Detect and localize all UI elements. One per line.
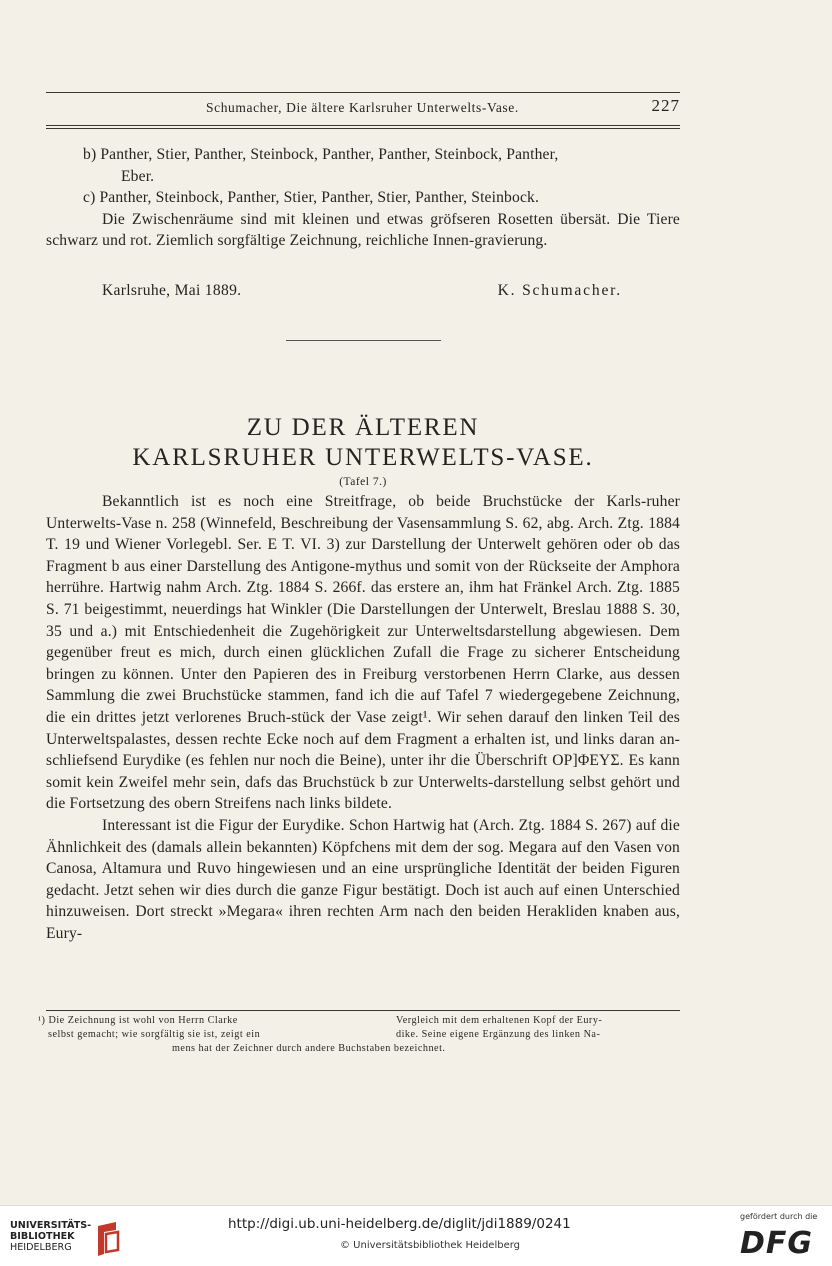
header-rule-bottom bbox=[46, 125, 680, 126]
section-divider bbox=[286, 340, 441, 341]
footnote-right-line-1: Vergleich mit dem erhaltenen Kopf der Eury- bbox=[396, 1015, 603, 1026]
running-title: Schumacher, Die ältere Karlsruher Unterwelts-Vase. bbox=[206, 100, 519, 115]
plate-reference: (Tafel 7.) bbox=[339, 476, 387, 488]
permalink-url[interactable]: http://digi.ub.uni-heidelberg.de/diglit/jdi1889/0241 bbox=[228, 1216, 571, 1232]
footnote-right-line-2: dike. Seine eigene Ergänzung des linken Na- bbox=[396, 1029, 601, 1040]
article-title-line-2: KARLSRUHER UNTERWELTS-VASE. bbox=[132, 444, 594, 471]
signature-line bbox=[102, 282, 622, 300]
author-name: K. Schumacher. bbox=[497, 282, 622, 299]
footnote-bottom-line: mens hat der Zeichner durch andere Buchstaben bezeichnet. bbox=[172, 1043, 446, 1054]
item-b: b) Panther, Stier, Panther, Steinbock, Panther, Panther, Steinbock, Panther, bbox=[83, 146, 559, 163]
library-line-1: UNIVERSITÄTS- bbox=[10, 1220, 92, 1231]
footnote-left-column bbox=[38, 1014, 368, 1042]
ub-emblem-icon bbox=[92, 1220, 122, 1258]
header-rule-bottom-2 bbox=[46, 128, 680, 129]
description-paragraph: Die Zwischenräume sind mit kleinen und etwas gröfseren Rosetten übersät. Die Tiere schwarz und rot. Ziemlich sorgfältige Zeichnung, reichliche Innen-gravierung. bbox=[46, 210, 680, 250]
library-line-2: BIBLIOTHEK bbox=[10, 1231, 75, 1242]
footnote-left-line-2: selbst gemacht; wie sorgfältig sie ist, zeigt ein bbox=[48, 1029, 261, 1040]
body-paragraph-1: Bekanntlich ist es noch eine Streitfrage, ob beide Bruchstücke der Karls-ruher Unterwelts-Vase n. 258 (Winnefeld, Beschreibung der Vasensammlung S. 62, abg. Arch. Ztg. 1884 T. 19 und Wiener Vorlegebl. Ser. E T. VI. 3) zur Darstellung der Unterwelt gehören oder ob das Fragment b aus einer Darstellung des Antigone-mythus und somit von der Rückseite der Amphora herrühre. Hartwig nahm Arch. Ztg. 1884 S. 266f. das erstere an, ihm hat Fränkel Arch. Ztg. 1885 S. 71 beigestimmt, neuerdings hat Winkler (Die Darstellungen der Unterwelt, Breslau 1888 S. 30, 35 und a.) mit Entschiedenheit die Zugehörigkeit zur Unterweltsdarstellung abgewiesen. Dem gegenüber freut es mich, durch einen glücklichen Zufall die Frage zu sicherer Entscheidung bringen zu können. Unter den Papieren des in Freiburg verstorbenen Herrn Clarke, aus dessen Sammlung die zwei Bruchstücke stammen, fand ich die auf Tafel 7 wiedergegebene Zeichnung, die ein drittes jetzt verlorenes Bruch-stück der Vase zeigt¹. Wir sehen darauf den linken Teil des Unterweltspalastes, dessen rechte Ecke noch auf dem Fragment a erhalten ist, und links daran an-schliefsend Eurydike (es fehlen nur noch die Beine), unter ihr die Überschrift ΟΡ]ΦΕΥΣ. Es kann somit kein Zweifel mehr sein, dafs das Bruchstück b zur Unterwelts-darstellung selbst gehört und die Fortsetzung des obern Streifens nach links bildete. bbox=[46, 493, 680, 813]
footnote-left-line-1: ¹) Die Zeichnung ist wohl von Herrn Clarke bbox=[38, 1015, 238, 1026]
copyright-notice: © Universitätsbibliothek Heidelberg bbox=[340, 1240, 521, 1251]
header-rule-top bbox=[46, 92, 680, 93]
place-date: Karlsruhe, Mai 1889. bbox=[102, 282, 242, 299]
article-body bbox=[46, 491, 680, 944]
page-number: 227 bbox=[651, 96, 680, 115]
university-library-logo[interactable] bbox=[10, 1220, 120, 1260]
viewer-footer bbox=[0, 1205, 832, 1266]
library-name bbox=[10, 1220, 91, 1253]
running-header bbox=[46, 96, 680, 120]
funded-by-label: gefördert durch die bbox=[740, 1212, 818, 1221]
footnote-rule bbox=[46, 1010, 680, 1011]
dfg-logo: DFG bbox=[740, 1226, 814, 1261]
article-title-line-1: ZU DER ÄLTEREN bbox=[246, 414, 480, 441]
footnote-right-column bbox=[396, 1014, 684, 1042]
item-b-cont: Eber. bbox=[121, 167, 155, 185]
dfg-badge[interactable] bbox=[740, 1212, 824, 1260]
animal-frieze-list bbox=[46, 144, 680, 252]
item-c: c) Panther, Steinbock, Panther, Stier, Panther, Stier, Panther, Steinbock. bbox=[83, 189, 540, 207]
library-line-3: HEIDELBERG bbox=[10, 1242, 72, 1253]
body-paragraph-2: Interessant ist die Figur der Eurydike. Schon Hartwig hat (Arch. Ztg. 1884 S. 267) auf die Ähnlichkeit des (damals allein bekannten) Köpfchens mit dem der sog. Megara auf den Vasen von Canosa, Altamura und Ruvo hingewiesen und an eine ursprüngliche Identität der beiden Figuren gedacht. Jetzt sehen wir dies durch die ganze Figur bestätigt. Doch ist auch auf einen Unterschied hinzuweisen. Dort streckt »Megara« ihren rechten Arm nach den beiden Herakliden knaben aus, Eury- bbox=[46, 816, 680, 942]
